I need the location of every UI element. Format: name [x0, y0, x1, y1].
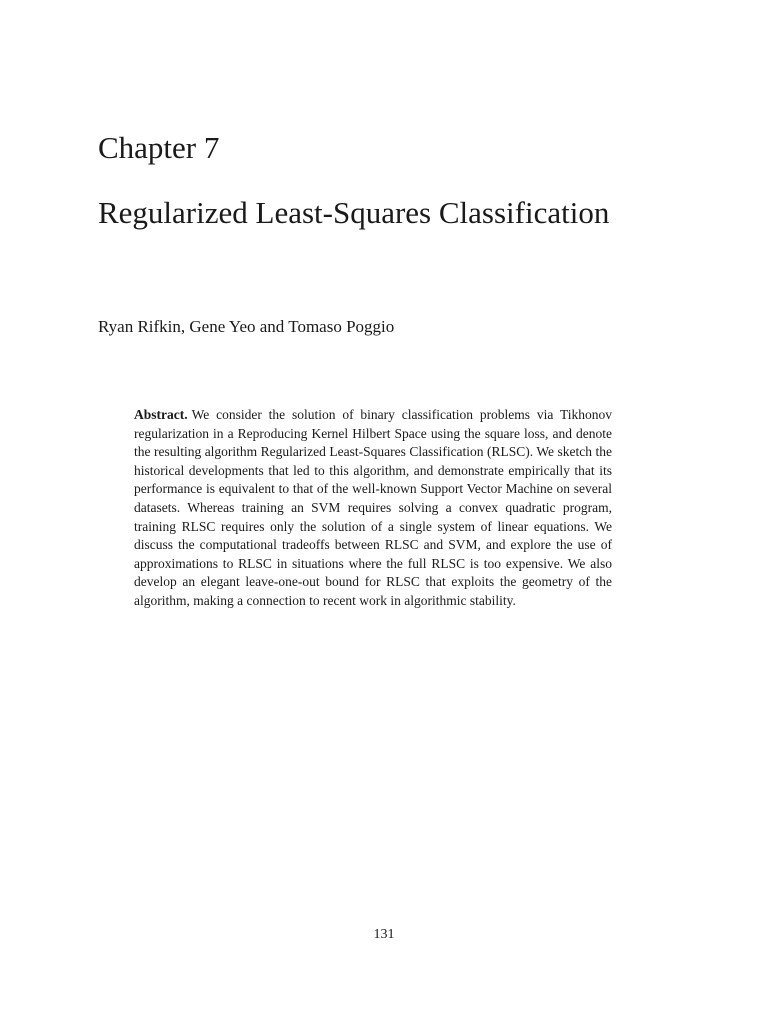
- page-number: 131: [373, 927, 395, 942]
- abstract: [134, 406, 612, 611]
- chapter-title: Regularized Least-Squares Classification: [98, 195, 610, 230]
- authors: Ryan Rifkin, Gene Yeo and Tomaso Poggio: [98, 317, 395, 336]
- chapter-label: Chapter 7: [98, 130, 220, 165]
- abstract-label: Abstract.: [134, 407, 188, 422]
- abstract-text: We consider the solution of binary classification problems via Tikhonov regularization in a Reproducing Kernel Hilbert Space using the square loss, and denote the resulting algorithm Regularized Least-Squares Classification (RLSC). We sketch the historical developments that led to this algorithm, and demonstrate empirically that its performance is equivalent to that of the well-known Support Vector Machine on several datasets. Whereas training an SVM requires solving a convex quadratic program, training RLSC requires only the solution of a single system of linear equations. We discuss the computational tradeoffs between RLSC and SVM, and explore the use of approximations to RLSC in situations where the full RLSC is too expensive. We also develop an elegant leave-one-out bound for RLSC that exploits the geometry of the algorithm, making a connection to recent work in algorithmic stability.: [134, 407, 612, 608]
